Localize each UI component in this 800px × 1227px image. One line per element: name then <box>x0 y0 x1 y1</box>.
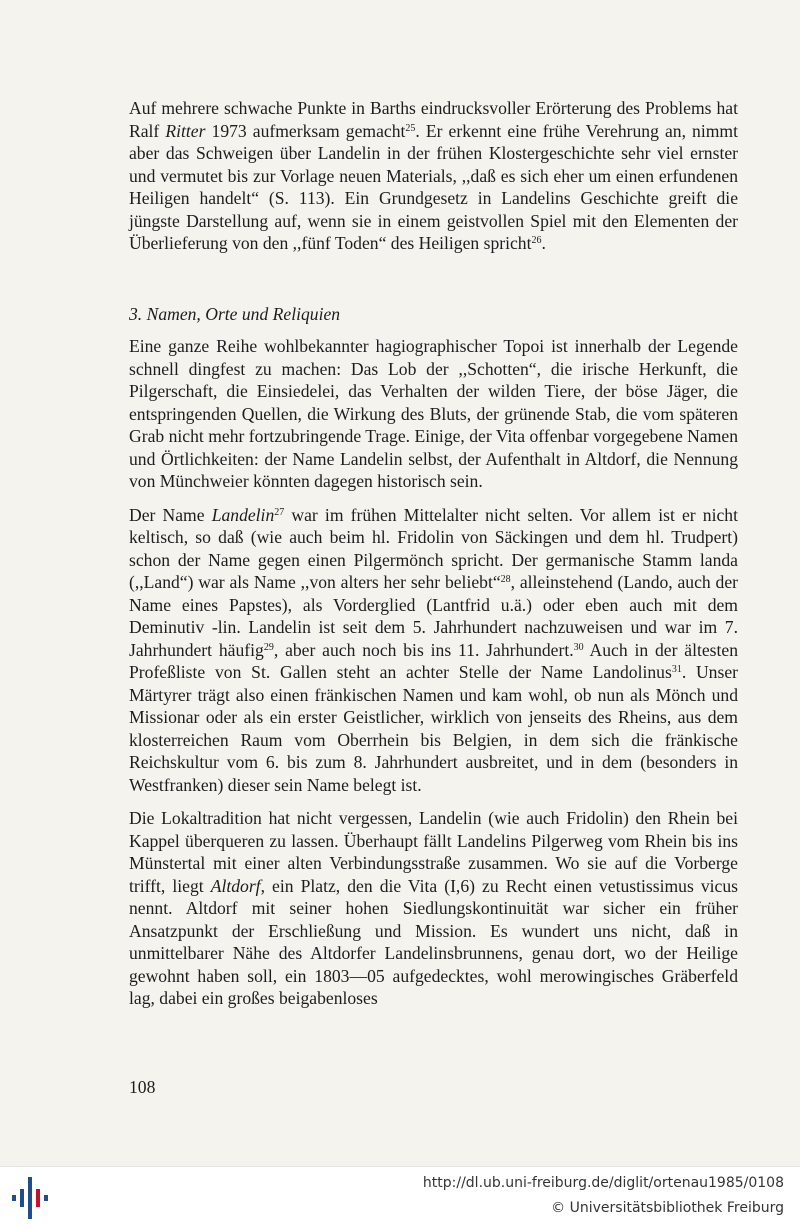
footnote-ref: 27 <box>274 506 285 518</box>
footnote-ref: 30 <box>573 641 584 653</box>
permalink-link[interactable]: http://dl.ub.uni-freiburg.de/diglit/ortenau1985/0108 <box>422 1175 784 1191</box>
footnote-ref: 31 <box>671 664 682 675</box>
text-run: , alleinstehend (Lando, auch der Name eines Papstes), als Vorderglied (Lantfrid u.ä.) oder eben auch mit dem Deminutiv -lin. Landelin ist seit dem 5. Jahrhundert nachzuweisen und war im 7. Jahrhundert häufig <box>129 572 738 660</box>
paragraph-3 <box>129 504 738 797</box>
footnote-ref: 25 <box>405 122 416 134</box>
footnote-ref: 28 <box>500 574 511 585</box>
copyright-notice: © Universitätsbibliothek Freiburg <box>551 1200 784 1216</box>
text-run: . Er erkennt eine frühe Verehrung an, nimmt aber das Schweigen über Landelin in der frühen Klostergeschichte sehr viel ernster und vermutet bis zur Vorlage neuen Materials, ,,daß es sich eher um einen erfundenen Heiligen handelt“ (S. 113). Ein Grundgesetz in Landelins Geschichte greift die jüngste Darstellung auf, wenn sie in einem geistvollen Spiel mit den Elementen der Überlieferung von den ,,fünf Toden“ des Heiligen spricht <box>129 120 738 253</box>
text-run: war im frühen Mittelalter nicht selten. Vor allem ist er nicht keltisch, so daß (wie auch beim hl. Fridolin von Säckingen und dem hl. Trudpert) schon der Name gegen einen Pilgermönch spricht. Der germanische Stamm landa (,,Land“) war als Name ,,von alters her sehr beliebt“ <box>129 504 738 592</box>
paragraph-2: Eine ganze Reihe wohlbekannter hagiographischer Topoi ist innerhalb der Legende schnell dingfest zu machen: Das Lob der ,,Schotten“, die irische Herkunft, die Pilgerschaft, die Einsiedelei, das Verhalten der wilden Tiere, der böse Jäger, die entspringenden Quellen, die Wirkung des Bluts, der grünende Stab, die vom späteren Grab nicht mehr fortzubringende Trage. Einige, der Vita offenbar vorgegebene Namen und Örtlichkeiten: der Name Landelin selbst, der Aufenthalt in Altdorf, die Nennung von Münchweier könnten dagegen historisch sein. <box>129 336 738 491</box>
text-run: Auf mehrere schwache Punkte in Barths eindrucksvoller Erörterung des Problems hat Ralf <box>129 98 738 141</box>
body-text <box>129 97 738 1010</box>
paragraph-4 <box>129 807 738 1010</box>
text-run: . Unser Märtyrer trägt also einen fränkischen Namen und kam wohl, ob nun als Mönch und Missionar oder als ein erster Geistlicher, wirklich von jenseits des Rheins, aus dem klosterreichen Raum vom Oberrhein bis Belgien, in dem sich die fränkische Reichskultur vom 6. bis zum 8. Jahrhundert ausbreitet, und in dem (besonders in Westfranken) dieser sein Name belegt ist. <box>129 662 738 795</box>
text-run: Der Name <box>129 504 212 525</box>
text-run: . <box>541 233 546 253</box>
paragraph-1 <box>129 97 738 255</box>
place-name: Altdorf <box>210 875 261 896</box>
text-run: Die Lokaltradition hat nicht vergessen, Landelin (wie auch Fridolin) den Rhein bei Kappel überqueren zu lassen. Überhaupt fällt Landelins Pilgerweg vom Rhein bis ins Münstertal mit einer alten Verbindungsstraße zusammen. Wo sie auf die Vorberge trifft, liegt <box>129 808 738 896</box>
page-number: 108 <box>129 1077 156 1097</box>
text-run: , aber auch noch bis ins 11. Jahrhundert. <box>273 639 574 660</box>
footer-bar <box>0 1166 800 1227</box>
ub-freiburg-logo-icon <box>8 1175 52 1221</box>
text-run: 1973 aufmerksam gemacht <box>205 120 406 141</box>
text-run: Auch in der ältesten Profeßliste von St. Gallen steht an achter Stelle der Name Landolinus <box>129 639 739 682</box>
author-name: Ritter <box>165 120 206 141</box>
section-heading: 3. Namen, Orte und Reliquien <box>129 303 341 324</box>
text-run: , ein Platz, den die Vita (I,6) zu Recht einen vetustissimus vicus nennt. Altdorf mit seiner hohen Siedlungskontinuität war sicher ein früher Ansatzpunkt der Erschließung und Mission. Es wundert uns nicht, daß in unmittelbarer Nähe des Altdorfer Landelinsbrunnens, genau dort, wo der Heilige gewohnt haben soll, ein 1803—05 aufgedecktes, wohl merowingisches Gräberfeld lag, dabei ein großes beigabenloses <box>129 875 738 1008</box>
footnote-ref: 26 <box>531 235 542 246</box>
name-term: Landelin <box>211 504 275 525</box>
footnote-ref: 29 <box>263 641 274 653</box>
